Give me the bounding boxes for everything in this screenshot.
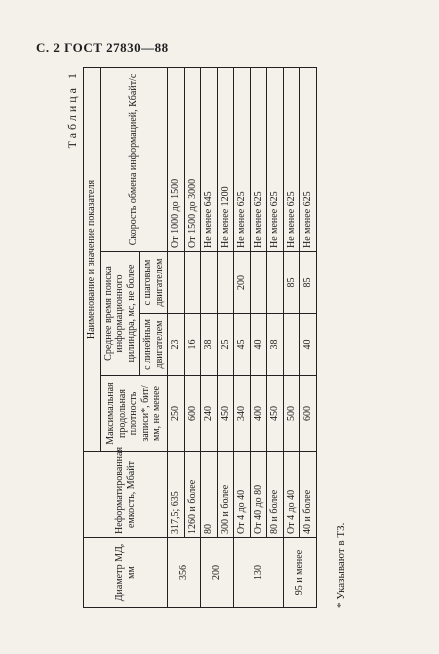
cell-linear: 25 — [217, 314, 234, 376]
cell-max-length: 240 — [201, 376, 218, 452]
cell-diameter: 95 и менее — [283, 538, 316, 608]
header-diameter: Диаметр МД, мм — [84, 538, 168, 608]
cell-speed: Не менее 625 — [283, 67, 300, 251]
cell-max-length: 600 — [300, 376, 317, 452]
table-row — [267, 67, 284, 607]
cell-max-length: 450 — [217, 376, 234, 452]
cell-stepper — [217, 252, 234, 314]
cell-linear: 38 — [267, 314, 284, 376]
cell-speed: От 1500 до 3000 — [184, 67, 201, 251]
cell-max-length: 500 — [283, 376, 300, 452]
spec-table — [83, 67, 317, 608]
header-max-length: Максимальная продольная плотность записи*, бит/мм, не менее — [100, 376, 168, 452]
table-row — [184, 67, 201, 607]
table-row — [300, 67, 317, 607]
cell-stepper: 200 — [234, 252, 251, 314]
table-row — [250, 67, 267, 607]
cell-capacity: От 40 до 80 — [250, 452, 267, 538]
cell-stepper: 85 — [283, 252, 300, 314]
cell-diameter: 356 — [168, 538, 201, 608]
cell-capacity: 80 и более — [267, 452, 284, 538]
cell-speed: От 1000 до 1500 — [168, 67, 185, 251]
rotated-content — [63, 68, 353, 608]
header-access-time: Среднее время поиска информационного цилиндра, мс, не более — [100, 252, 140, 376]
cell-diameter: 130 — [234, 538, 284, 608]
cell-stepper: 85 — [300, 252, 317, 314]
table-row — [201, 67, 218, 607]
cell-capacity: От 4 до 40 — [283, 452, 300, 538]
cell-speed: Не менее 625 — [234, 67, 251, 251]
cell-stepper — [201, 252, 218, 314]
cell-max-length: 450 — [267, 376, 284, 452]
cell-capacity: 300 и более — [217, 452, 234, 538]
cell-capacity: 40 и более — [300, 452, 317, 538]
table-row — [283, 67, 300, 607]
cell-linear: 38 — [201, 314, 218, 376]
footnote: * Указывают в ТЗ. — [335, 522, 347, 608]
cell-max-length: 400 — [250, 376, 267, 452]
header-capacity: Неформатированная емкость, Мбайт — [84, 452, 168, 538]
cell-stepper — [168, 252, 185, 314]
table-row — [217, 67, 234, 607]
header-linear: с линейным двигателем — [140, 314, 168, 376]
cell-capacity: 80 — [201, 452, 218, 538]
table-row — [168, 67, 185, 607]
cell-speed: Не менее 625 — [267, 67, 284, 251]
cell-speed: Не менее 625 — [300, 67, 317, 251]
cell-linear: 40 — [250, 314, 267, 376]
cell-max-length: 340 — [234, 376, 251, 452]
cell-speed: Не менее 625 — [250, 67, 267, 251]
cell-capacity: От 4 до 40 — [234, 452, 251, 538]
cell-stepper — [267, 252, 284, 314]
cell-capacity: 317,5; 635 — [168, 452, 185, 538]
cell-diameter: 200 — [201, 538, 234, 608]
cell-stepper — [184, 252, 201, 314]
header-group: Наименование и значение показателя — [84, 67, 101, 451]
cell-max-length: 600 — [184, 376, 201, 452]
cell-linear: 16 — [184, 314, 201, 376]
cell-linear: 40 — [300, 314, 317, 376]
table-caption: Таблица 1 — [65, 70, 79, 149]
cell-speed: Не менее 1200 — [217, 67, 234, 251]
header-stepper: с шаговым двигателем — [140, 252, 168, 314]
cell-max-length: 250 — [168, 376, 185, 452]
cell-speed: Не менее 645 — [201, 67, 218, 251]
page-header: С. 2 ГОСТ 27830—88 — [36, 40, 169, 55]
table-row — [234, 67, 251, 607]
cell-capacity: 1260 и более — [184, 452, 201, 538]
header-speed: Скорость обмена информацией, Кбайт/с — [100, 67, 168, 251]
cell-stepper — [250, 252, 267, 314]
cell-linear: 23 — [168, 314, 185, 376]
cell-linear: 45 — [234, 314, 251, 376]
cell-linear — [283, 314, 300, 376]
